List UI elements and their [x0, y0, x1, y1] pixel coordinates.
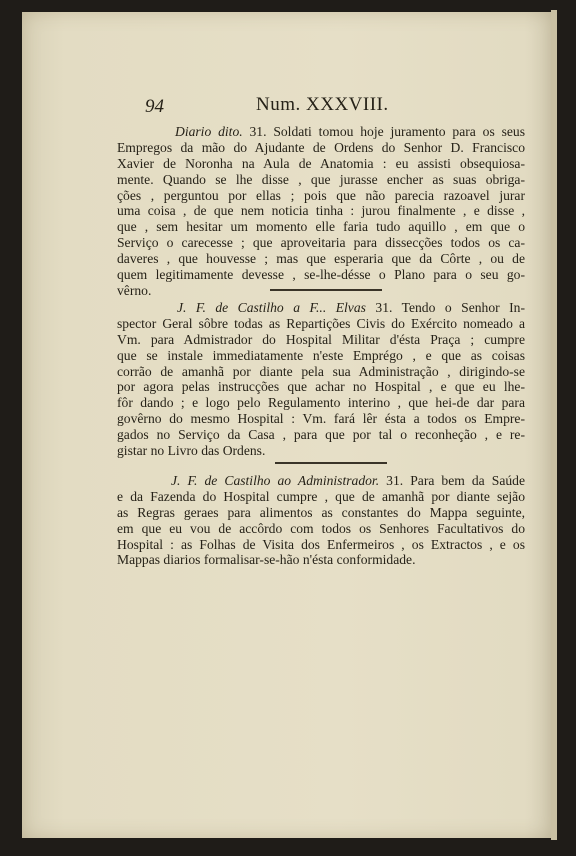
section-divider — [270, 289, 382, 291]
text-line: Hospital : as Folhas de Visita dos Enfermeiros , os Extractos , e os — [117, 536, 525, 552]
text-line: em que eu vou de accôrdo com todos os Senhores Facultativos do — [117, 520, 525, 536]
text-line — [117, 124, 525, 140]
text-line: vêrno. — [117, 282, 152, 298]
text-line: spector Geral sôbre todas as Repartições Civis do Exército nomeado a — [117, 315, 525, 331]
section-divider — [275, 462, 387, 464]
text-line: govêrno do mesmo Hospital : Vm. fará lêr ésta a todos os Empre- — [117, 411, 525, 427]
page-edge — [551, 10, 557, 840]
running-head: Num. XXXVIII. — [256, 94, 389, 115]
text-line: ções , perguntou por ellas ; pois que não parecia razoavel jurar — [117, 187, 525, 203]
text-line — [117, 473, 525, 489]
text-line: por agora pelas instrucções que achar no Hospital , e que eu lhe- — [117, 379, 525, 395]
text-line: quem legitimamente devesse , se-lhe-désse o Plano para o seu go- — [117, 267, 525, 283]
entry-heading: J. F. de Castilho a F... Elvas — [177, 300, 366, 315]
text-line — [117, 300, 525, 316]
text-line: corrão de amanhã por diante pela sua Administração , dirigindo-se — [117, 363, 525, 379]
text-line: mente. Quando se lhe disse , que jurasse encher as suas obriga- — [117, 171, 525, 187]
text-line: fôr dando ; e logo pelo Regulamento interino , que hei-de dar para — [117, 395, 525, 411]
text-line: Xavier de Noronha na Aula de Anatomia : eu assisti obsequiosa- — [117, 155, 525, 171]
entry-text: 31. Tendo o Senhor In- — [375, 300, 525, 315]
entry-heading: J. F. de Castilho ao Administrador. — [171, 473, 380, 488]
page-number: 94 — [145, 96, 164, 117]
entry-text: 31. Para bem da Saúde — [386, 473, 525, 488]
text-line: as Regras geraes para alimentos as constantes do Mappa seguinte, — [117, 504, 525, 520]
text-line: Vm. para Admistrador do Hospital Militar d'ésta Praça ; cumpre — [117, 331, 525, 347]
text-line: Empregos da mão do Ajudante de Ordens do Senhor D. Francisco — [117, 139, 525, 155]
entry-heading: Diario dito. — [175, 124, 243, 139]
text-line: que se instale immediatamente n'este Emprégo , e que as coisas — [117, 347, 525, 363]
text-line: Serviço o carecesse ; que aproveitaria para dissecções todos os ca- — [117, 235, 525, 251]
text-line: daveres , que houvesse ; mas que esperaria que da Côrte , ou de — [117, 251, 525, 267]
entry-diario — [117, 124, 525, 299]
entry-castilho-elvas — [117, 300, 525, 459]
text-line: que , sem hesitar um momento elle faria tudo aquillo , em que o — [117, 219, 525, 235]
entry-castilho-administrador — [117, 473, 525, 568]
text-line: uma coisa , de que nem noticia tinha : jurou finalmente , e disse , — [117, 203, 525, 219]
text-line: gados no Serviço da Casa , para que por tal o reconheção , e re- — [117, 427, 525, 443]
text-line: Mappas diarios formalisar-se-hão n'ésta conformidade. — [117, 552, 416, 568]
entry-text: 31. Soldati tomou hoje juramento para os seus — [249, 124, 525, 139]
text-line: e da Fazenda do Hospital cumpre , que de amanhã por diante sejão — [117, 488, 525, 504]
text-line: gistar no Livro das Ordens. — [117, 443, 266, 459]
